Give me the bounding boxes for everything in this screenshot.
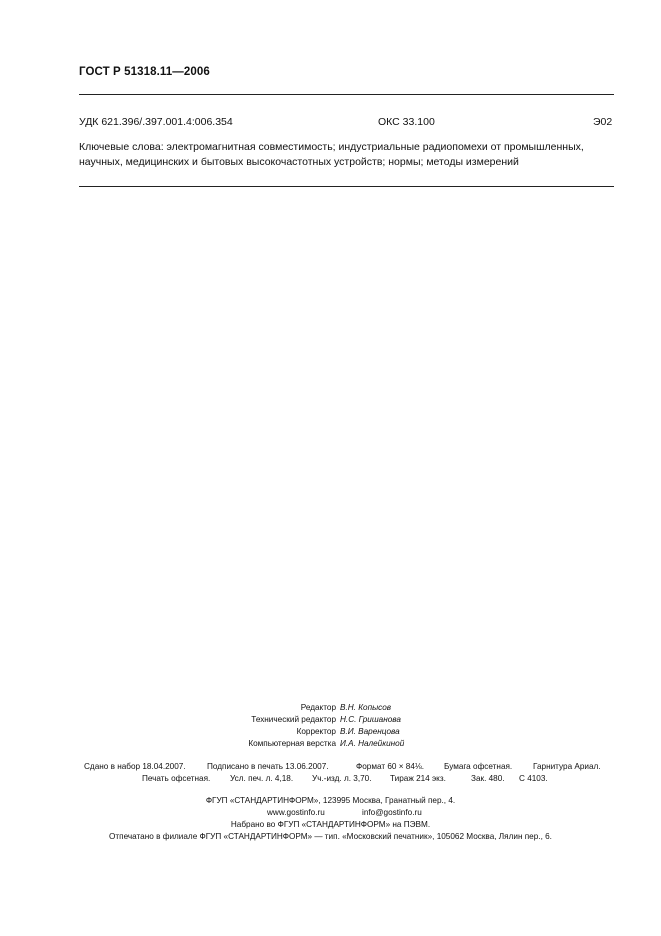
- credit-name: В.И. Варенцова: [340, 727, 400, 736]
- imprint-code: С 4103.: [519, 774, 548, 783]
- imprint-pub-sheets: Уч.-изд. л. 3,70.: [312, 774, 372, 783]
- credit-label: Корректор: [296, 727, 336, 736]
- top-divider: [79, 94, 614, 95]
- imprint-sign-date: Подписано в печать 13.06.2007.: [207, 762, 329, 771]
- credit-label: Компьютерная верстка: [248, 739, 336, 748]
- credit-name: Н.С. Гришанова: [340, 715, 401, 724]
- imprint-font: Гарнитура Ариал.: [533, 762, 601, 771]
- standard-designation: ГОСТ Р 51318.11—2006: [79, 66, 210, 78]
- imprint-sheets: Усл. печ. л. 4,18.: [230, 774, 294, 783]
- publisher-web: www.gostinfo.ru: [267, 808, 325, 817]
- credit-label: Технический редактор: [251, 715, 336, 724]
- publisher-email: info@gostinfo.ru: [362, 808, 422, 817]
- group-code: Э02: [593, 116, 613, 128]
- imprint-run: Тираж 214 экз.: [390, 774, 446, 783]
- credit-label: Редактор: [300, 703, 336, 712]
- keywords-line-1: Ключевые слова: электромагнитная совместимость; индустриальные радиопомехи от промышленных,: [79, 141, 584, 153]
- printing-note: Отпечатано в филиале ФГУП «СТАНДАРТИНФОРМ» — тип. «Московский печатник», 105062 Москва, Лялин пер., 6.: [109, 832, 552, 841]
- typesetting-note: Набрано во ФГУП «СТАНДАРТИНФОРМ» на ПЭВМ.: [230, 820, 431, 829]
- publisher-address: ФГУП «СТАНДАРТИНФОРМ», 123995 Москва, Гранатный пер., 4.: [205, 796, 456, 805]
- credit-name: И.А. Налейкиной: [340, 739, 405, 748]
- imprint-order: Зак. 480.: [471, 774, 505, 783]
- imprint-typeset-date: Сдано в набор 18.04.2007.: [84, 762, 186, 771]
- imprint-format: Формат 60 × 84⅛.: [356, 762, 425, 771]
- keywords-divider: [79, 186, 614, 187]
- imprint-paper: Бумага офсетная.: [444, 762, 513, 771]
- oks-code: ОКС 33.100: [378, 116, 435, 128]
- imprint-print: Печать офсетная.: [142, 774, 211, 783]
- keywords-line-2: научных, медицинских и бытовых высокочастотных устройств; нормы; методы измерений: [79, 156, 519, 168]
- credit-name: В.Н. Копысов: [340, 703, 392, 712]
- udk-code: УДК 621.396/.397.001.4:006.354: [79, 116, 233, 128]
